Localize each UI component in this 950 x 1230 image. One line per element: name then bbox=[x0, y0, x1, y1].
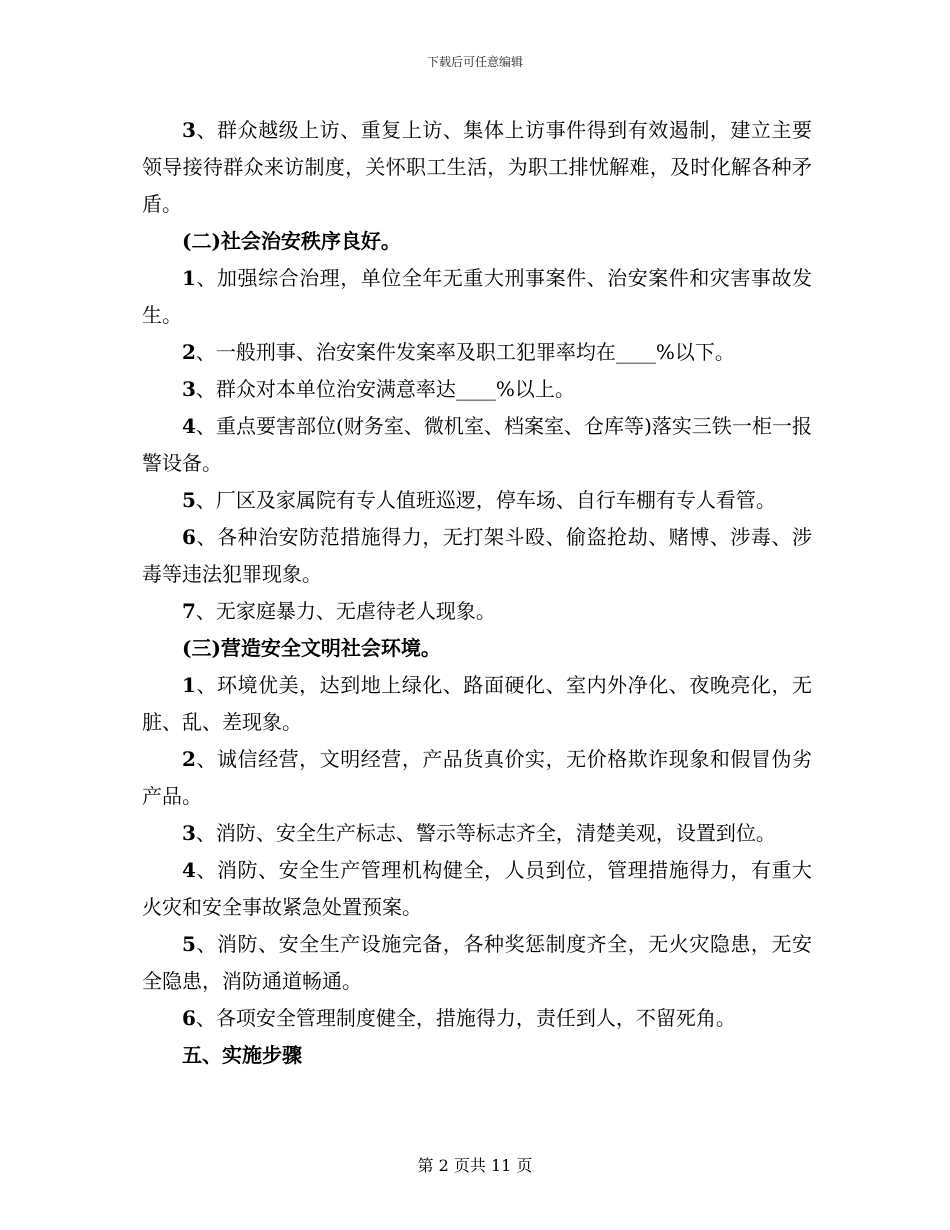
paragraph bbox=[142, 482, 812, 519]
paragraph bbox=[142, 260, 812, 334]
paragraph-text: 、无家庭暴力、无虐待老人现象。 bbox=[195, 599, 496, 623]
paragraph bbox=[142, 852, 812, 926]
item-number: 5 bbox=[182, 488, 196, 512]
paragraph bbox=[142, 593, 812, 630]
paragraph-text: 、各项安全管理制度健全，措施得力，责任到人，不留死角。 bbox=[195, 1006, 736, 1030]
paragraph-text: 、消防、安全生产标志、警示等标志齐全，清楚美观，设置到位。 bbox=[195, 821, 776, 845]
paragraph bbox=[142, 1000, 812, 1037]
paragraph bbox=[142, 815, 812, 852]
section-heading: 五、实施步骤 bbox=[182, 1043, 302, 1067]
paragraph bbox=[142, 334, 812, 371]
paragraph-text: 、环境优美，达到地上绿化、路面硬化、室内外净化、夜晚亮化，无脏、乱、差现象。 bbox=[142, 673, 812, 734]
document-body bbox=[142, 112, 812, 1074]
item-number: 2 bbox=[182, 340, 196, 364]
item-number: 6 bbox=[182, 1006, 196, 1030]
page-number: 第 2 页共 11 页 bbox=[417, 1156, 533, 1175]
section-heading: (二)社会治安秩序良好。 bbox=[182, 229, 401, 253]
paragraph-text: 、各种治安防范措施得力，无打架斗殴、偷盗抢劫、赌博、涉毒、涉毒等违法犯罪现象。 bbox=[142, 525, 812, 586]
paragraph-text: 、厂区及家属院有专人值班巡逻，停车场、自行车棚有专人看管。 bbox=[195, 488, 776, 512]
item-number: 3 bbox=[182, 118, 196, 142]
paragraph bbox=[142, 667, 812, 741]
paragraph bbox=[142, 926, 812, 1000]
paragraph bbox=[142, 408, 812, 482]
paragraph-text: 、诚信经营，文明经营，产品货真价实，无价格欺诈现象和假冒伪劣产品。 bbox=[142, 747, 812, 808]
paragraph-text: 、重点要害部位(财务室、微机室、档案室、仓库等)落实三铁一柜一报警设备。 bbox=[142, 414, 812, 475]
paragraph bbox=[142, 371, 812, 408]
item-number: 3 bbox=[182, 821, 196, 845]
page-header: 下载后可任意编辑 bbox=[426, 55, 523, 69]
item-number: 6 bbox=[182, 525, 196, 549]
item-number: 1 bbox=[182, 673, 196, 697]
paragraph-text: 、消防、安全生产管理机构健全，人员到位，管理措施得力，有重大火灾和安全事故紧急处置预案。 bbox=[142, 858, 812, 919]
item-number: 4 bbox=[182, 858, 196, 882]
paragraph bbox=[142, 112, 812, 223]
item-number: 4 bbox=[182, 414, 196, 438]
paragraph-text: 、一般刑事、治安案件发案率及职工犯罪率均在____%以下。 bbox=[195, 340, 735, 364]
item-number: 3 bbox=[182, 377, 196, 401]
paragraph bbox=[142, 741, 812, 815]
paragraph-text: 、群众对本单位治安满意率达____%以上。 bbox=[195, 377, 575, 401]
item-number: 7 bbox=[182, 599, 196, 623]
paragraph-text: 、加强综合治理，单位全年无重大刑事案件、治安案件和灾害事故发生。 bbox=[142, 266, 812, 327]
paragraph-text: 、群众越级上访、重复上访、集体上访事件得到有效遏制，建立主要领导接待群众来访制度，关怀职工生活，为职工排忧解难，及时化解各种矛盾。 bbox=[142, 118, 812, 216]
item-number: 1 bbox=[182, 266, 196, 290]
paragraph-text: 、消防、安全生产设施完备，各种奖惩制度齐全，无火灾隐患，无安全隐患，消防通道畅通。 bbox=[142, 932, 812, 993]
section-heading: (三)营造安全文明社会环境。 bbox=[182, 636, 441, 660]
item-number: 5 bbox=[182, 932, 196, 956]
item-number: 2 bbox=[182, 747, 196, 771]
paragraph bbox=[142, 519, 812, 593]
